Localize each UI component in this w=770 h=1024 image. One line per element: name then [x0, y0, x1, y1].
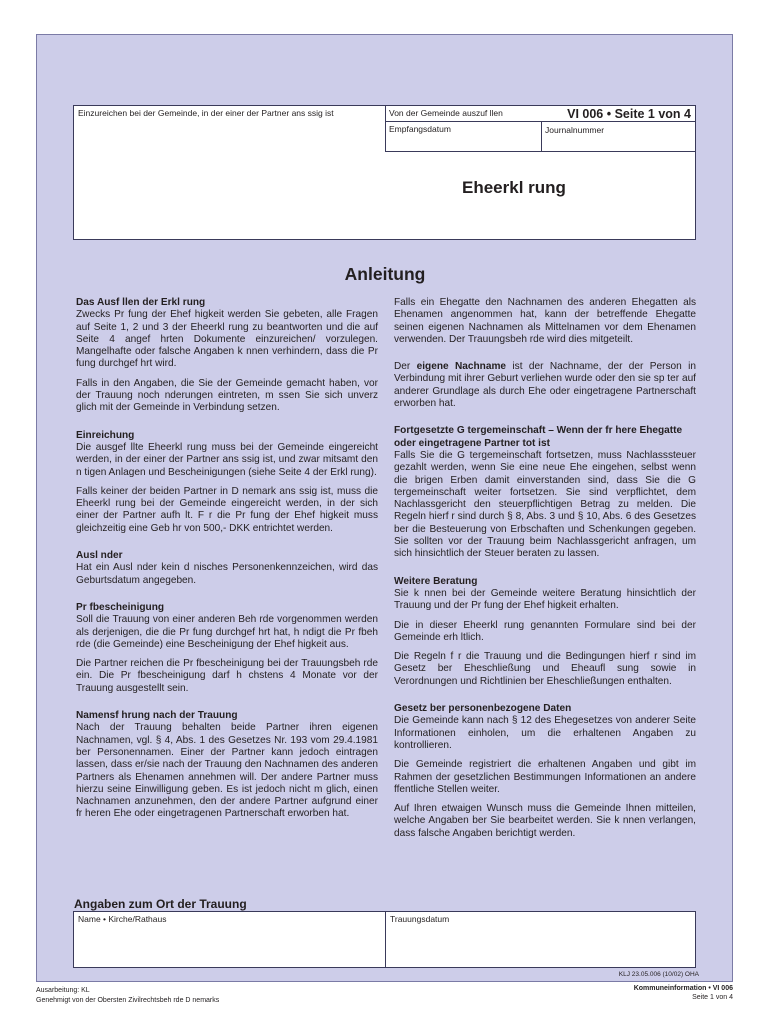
section-heading: Einreichung — [76, 429, 135, 441]
section-heading: Namensf hrung nach der Trauung — [76, 710, 238, 722]
journal-number-field[interactable]: Journalnummer — [545, 125, 605, 135]
section-paragraph: Der eigene Nachname ist der Nachname, der der Person in Verbindung mit ihrer Geburt verliehen wurde oder den sie sp ter auf anderer Grundlage als durch Ehe oder eingetragene Partnerschaft erworben hat. — [394, 361, 696, 410]
page-number: Seite 1 von 4 — [692, 993, 733, 1001]
instruction-section — [76, 550, 378, 587]
section-heading: Gesetz ber personenbezogene Daten — [394, 703, 572, 715]
instruction-section — [76, 297, 378, 415]
section-paragraph: Falls ein Ehegatte den Nachnamen des anderen Ehegatten als Ehenamen angenommen hat, kann der betreffende Ehegatte seinen eigenen Nachnamen als Mittelnamen vor dem Ehenamen verwenden. Der Trauungsbeh rde wird dies mitgeteilt. — [394, 297, 696, 345]
divider — [385, 106, 386, 152]
form-id: VI 006 • Seite 1 von 4 — [567, 107, 691, 121]
section-heading: Pr fbescheinigung — [76, 601, 165, 613]
instruction-section — [394, 576, 696, 688]
section-paragraph: Falls in den Angaben, die Sie der Gemeinde gemacht haben, vor der Trauung noch nderungen eintreten, m ssen Sie sich unverz glich mit der Gemeinde in Verbindung setzen. — [76, 377, 378, 414]
municipality-label: Von der Gemeinde auszuf llen — [389, 108, 503, 118]
divider — [385, 121, 695, 122]
instruction-section — [76, 602, 378, 695]
section-paragraph: Nach der Trauung behalten beide Partner ihren eigenen Nachnamen, vgl. § 4, Abs. 1 des Gesetzes Nr. 193 vom 29.4.1981 ber Personennamen. Einer der Partner kann jedoch eintragen lassen, dass er/sie nach der Trauung den Nachnamen des anderen Partners als Ehenamen annehmen will. Der andere Partner muss hierzu seine Einwilligung geben. Es ist jedoch nicht m glich, einen Nachnamen anzunehmen, den der andere Partner aufgrund einer fr heren Ehe oder eingetragenen Partnerschaft erworben hat. — [76, 722, 378, 820]
approved-by: Genehmigt von der Obersten Zivilrechtsbeh rde D nemarks — [36, 996, 220, 1004]
instruction-section — [394, 361, 696, 410]
section-paragraph: Auf Ihren etwaigen Wunsch muss die Gemeinde Ihnen mitteilen, welche Angaben ber Sie bearbeitet werden. Sie k nnen verlangen, dass falsche Angaben berichtigt werden. — [394, 803, 696, 839]
section-paragraph: Sie k nnen bei der Gemeinde weitere Beratung hinsichtlich der Trauung und der Pr fung der Ehef higkeit erhalten. — [394, 587, 696, 612]
section-paragraph: Die Gemeinde registriert die erhaltenen Angaben und gibt im Rahmen der gesetzlichen Bestimmungen Informationen an andere ffentliche Stellen weiter. — [394, 759, 696, 795]
emphasis: eigene Nachname — [416, 361, 507, 373]
section-heading: Weitere Beratung — [394, 575, 478, 587]
form-title: Eheerkl rung — [462, 178, 566, 197]
section-paragraph: Die ausgef llte Eheerkl rung muss bei der Gemeinde eingereicht werden, in der einer der Partner ans ssig ist, und zwar mitsamt den n tigen Anlagen und Bescheinigungen (siehe Seite 4 der Erkl rung). — [76, 441, 378, 478]
instruction-section — [76, 430, 378, 535]
section-paragraph: Die Partner reichen die Pr fbescheinigung bei der Trauungsbeh rde ein. Die Pr fbescheinigung darf h chstens 4 Monate vor der Trauung ausgestellt sein. — [76, 658, 378, 694]
section-paragraph: Hat ein Ausl nder kein d nisches Personenkennzeichen, wird das Geburtsdatum angegeben. — [76, 562, 378, 586]
footer-left — [36, 986, 219, 1005]
section-heading: Fortgesetzte G tergemeinschaft – Wenn der fr here Ehegatte oder eingetragene Partner tot ist — [394, 425, 683, 449]
instruction-section — [76, 710, 378, 821]
submit-label: Einzureichen bei der Gemeinde, in der einer der Partner ans ssig ist — [78, 108, 334, 118]
header-box — [73, 105, 696, 240]
instruction-section — [394, 297, 696, 346]
section-paragraph: Zwecks Pr fung der Ehef higkeit werden Sie gebeten, alle Fragen auf Seite 1, 2 und 3 der Eheerkl rung zu beantworten und die auf Seite 4 angef hrten Dokumente einzureichen/ vorzulegen. Mangelhafte oder falsche Angaben k nnen verhindern, dass die Pr fung durchgef hrt wird. — [76, 309, 378, 370]
left-column — [76, 297, 378, 836]
wedding-date-field[interactable]: Trauungsdatum — [390, 914, 450, 924]
section-paragraph: Soll die Trauung von einer anderen Beh rde vorgenommen werden als derjenigen, die die Pr fung durchgef hrt hat, h ndigt die Pr fbeh rde (die Gemeinde) eine Bescheinigung der Ehef higkeit aus. — [76, 614, 378, 650]
section-paragraph: Die Gemeinde kann nach § 12 des Ehegesetzes von anderer Seite Informationen einholen, um die erhaltenen Angaben zu kontrollieren. — [394, 715, 696, 751]
venue-name-field[interactable]: Name • Kirche/Rathaus — [78, 914, 167, 924]
received-date-field[interactable]: Empfangsdatum — [389, 124, 451, 134]
section-heading: Ausl nder — [76, 550, 123, 562]
form-code: KLJ 23.05.006 (10/02) OHA — [618, 971, 699, 978]
section-heading: Das Ausf llen der Erkl rung — [76, 297, 206, 308]
instruction-section — [394, 703, 696, 840]
instruction-section — [394, 425, 696, 560]
divider — [385, 151, 695, 152]
right-column — [394, 297, 696, 855]
wedding-place-box — [73, 911, 696, 968]
section-paragraph: Die Regeln f r die Trauung und die Bedingungen hierf r sind im Gesetz ber Eheschließung und Eheaufl sung sowie in Verordnungen und Richtlinien ber Eheschließungen enthalten. — [394, 651, 696, 687]
divider — [385, 912, 386, 967]
prepared-by: Ausarbeitung: KL — [36, 987, 90, 994]
divider — [541, 121, 542, 151]
section-paragraph: Falls Sie die G tergemeinschaft fortsetzen, muss Nachlasssteuer gezahlt werden, wenn Sie eine neue Ehe eingehen, selbst wenn die brigen Erben damit einverstanden sind, dass Sie die G tergemeinschaft weiter fortsetzen. Sie sind verpflichtet, dem Nachlassgericht den steuerpflichtigen Betrag zu melden. Die Regeln hierf r sind durch § 8, Abs. 3 und § 10, Abs. 6 des Gesetzes ber die Besteuerung von Erbschaften und Schenkungen gegeben. Sie sollten vor der Trauung beim Nachlassgericht anfragen, um sich hinsichtlich der Steuer beraten zu lassen. — [394, 449, 696, 560]
footer-right — [634, 985, 733, 1002]
instructions-title: Anleitung — [344, 264, 426, 284]
wedding-place-title: Angaben zum Ort der Trauung — [74, 897, 247, 911]
section-paragraph: Die in dieser Eheerkl rung genannten Formulare sind bei der Gemeinde erh ltlich. — [394, 619, 696, 643]
section-paragraph: Falls keiner der beiden Partner in D nemark ans ssig ist, muss die Eheerkl rung bei der Gemeinde eingereicht werden, in der sich einer der Partner aufh lt. F r die Pr fung der Ehef higkeit muss gleichzeitig eine Geb hr von 500,- DKK entrichtet werden. — [76, 485, 378, 534]
info-title: Kommuneinformation • VI 006 — [633, 985, 733, 992]
